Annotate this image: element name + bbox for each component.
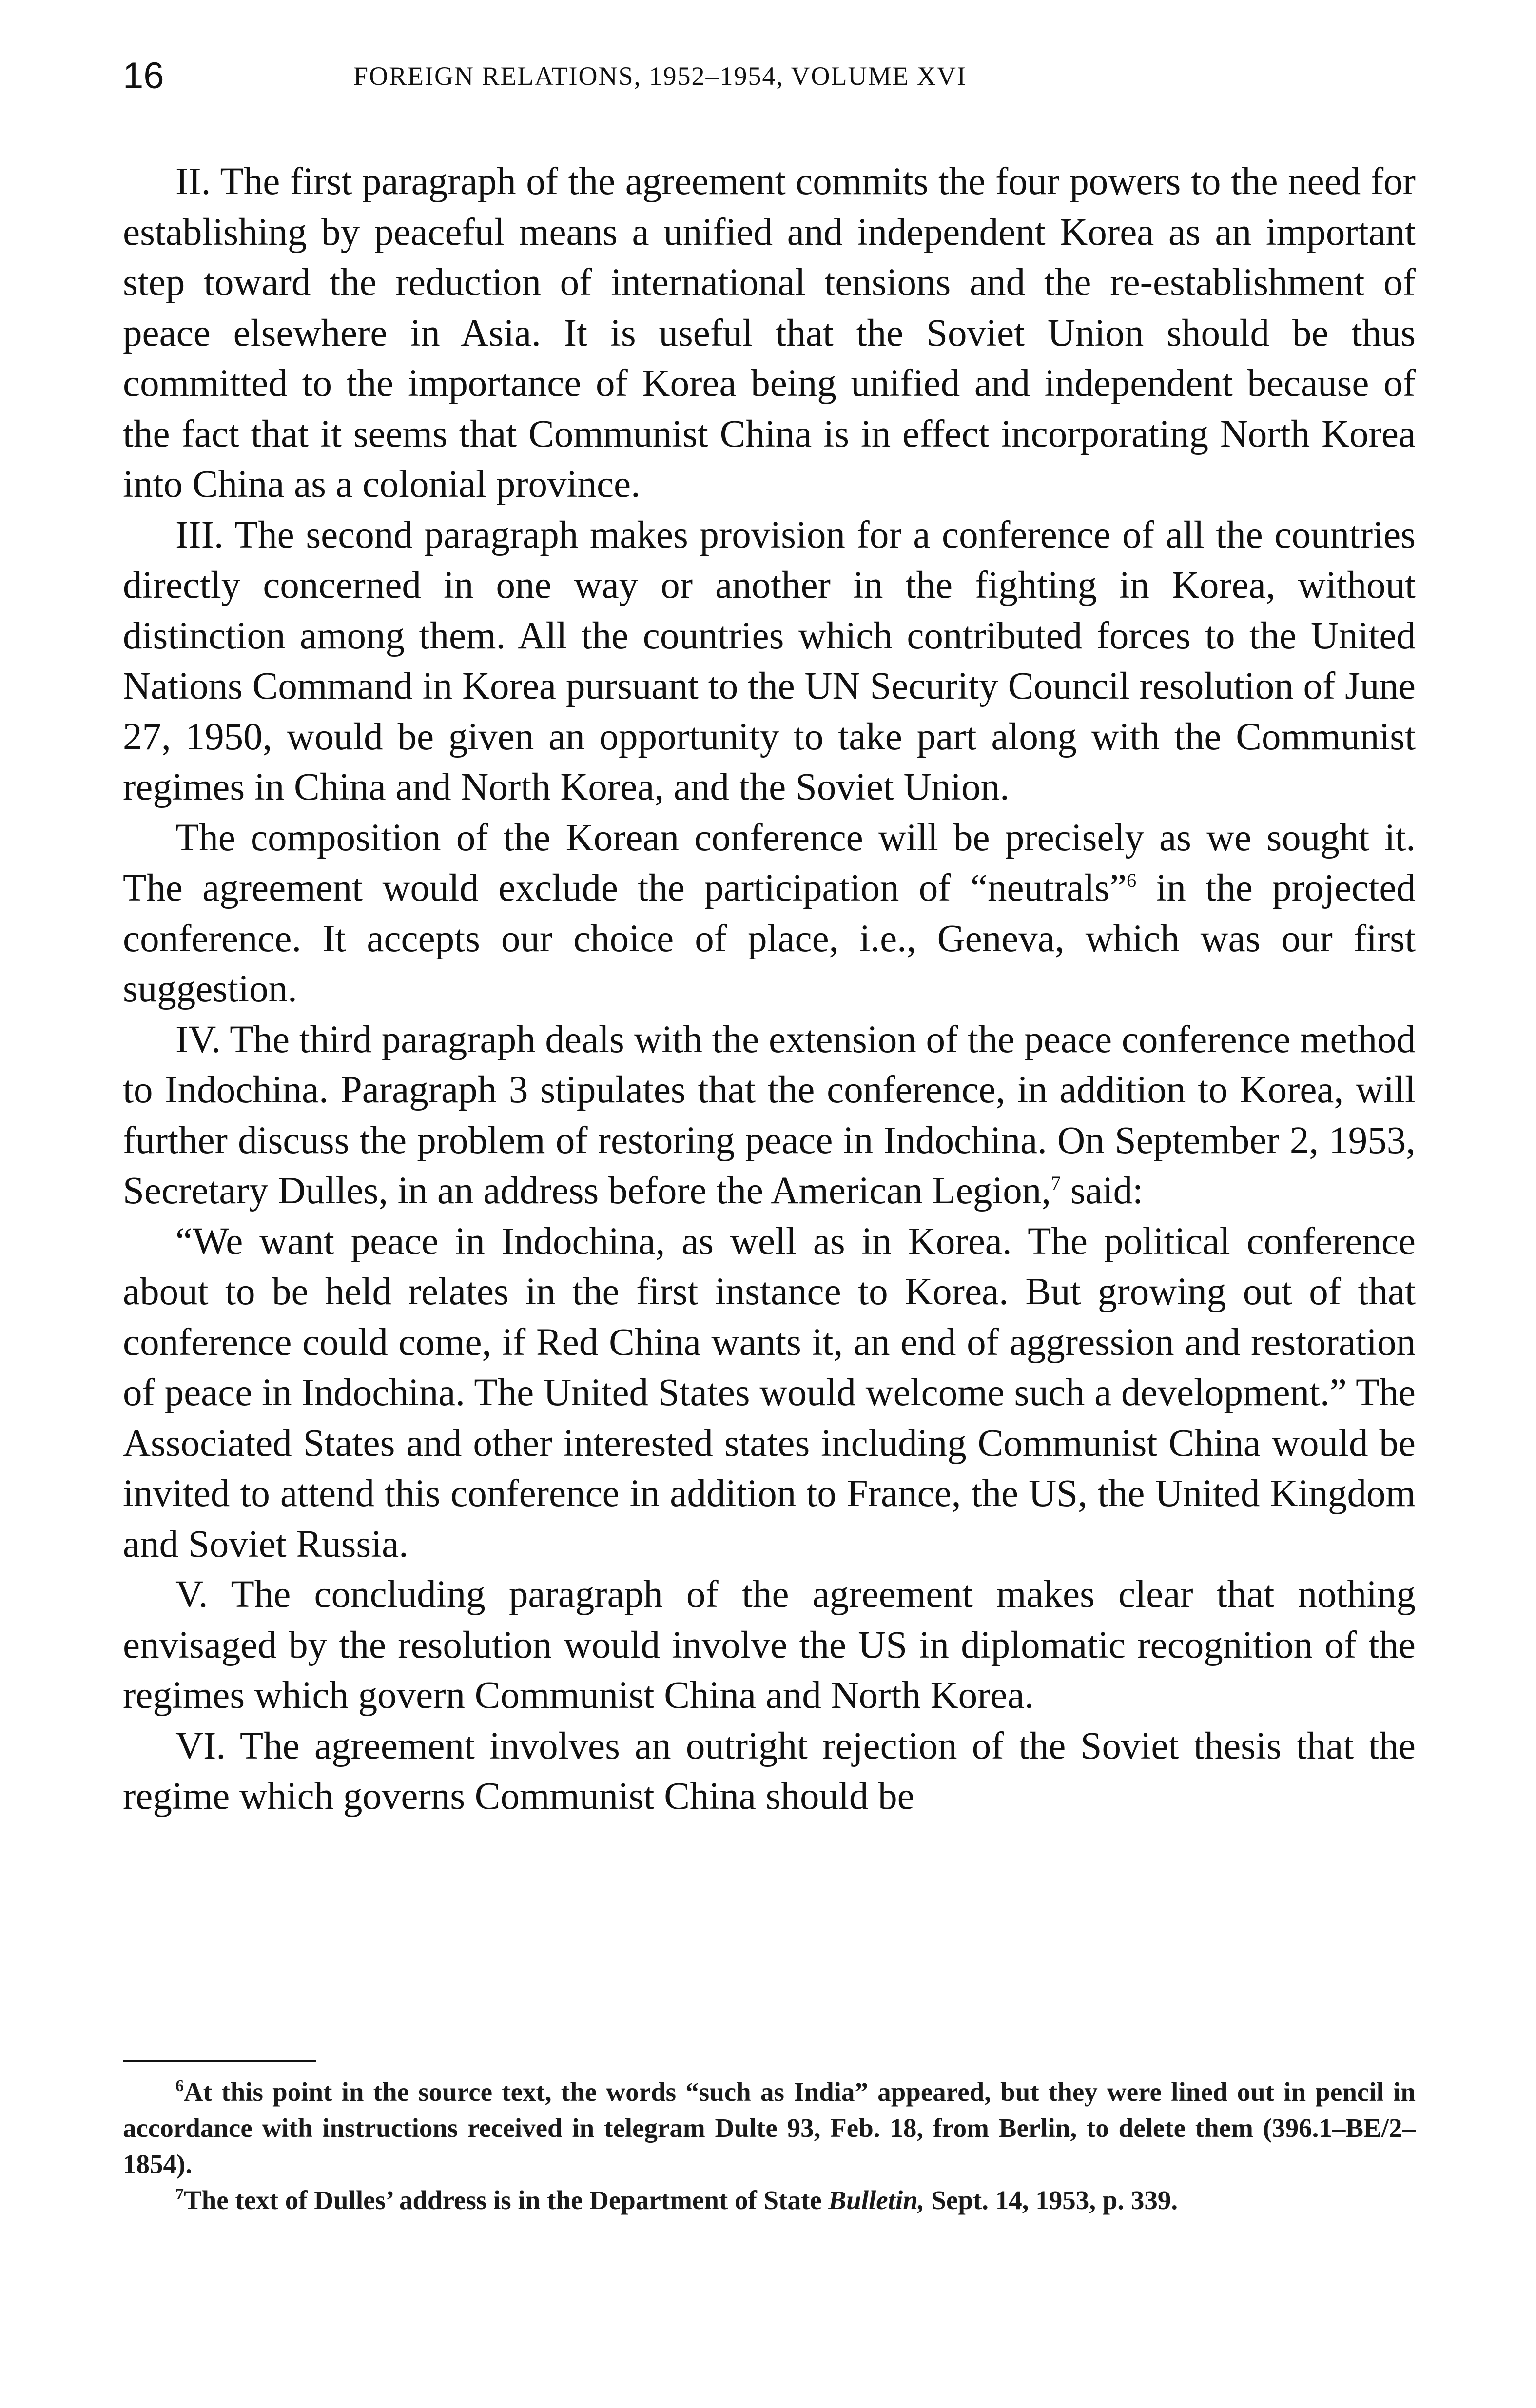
footnote-6 [123,2074,1416,2182]
paragraph-iv-text-a: IV. The third paragraph deals with the extension of the peace conference method to Indochina. Paragraph 3 stipulates that the conference, in addition to Korea, will further discuss the problem of restoring peace in Indochina. On September 2, 1953, Secretary Dulles, in an address before the American Legion, [123,1018,1416,1212]
footnote-ref-7: 7 [1051,1172,1061,1194]
paragraph-quote: “We want peace in Indochina, as well as in Korea. The political conference about to be held relates in the first instance to Korea. But growing out of that conference could come, if Red China wants it, an end of aggression and restoration of peace in Indochina. The United States would welcome such a development.” The Associated States and other interested states including Communist China would be invited to attend this conference in addition to France, the US, the United Kingdom and Soviet Russia. [123,1220,1416,1566]
footnote-6-text: At this point in the source text, the words “such as India” appeared, but they were lined out in pencil in accordance with instructions received in telegram Dulte 93, Feb. 18, from Berlin, to delete them (396.1–BE/2–1854). [123,2077,1416,2179]
running-head [123,47,1416,105]
page-number: 16 [123,55,164,97]
paragraph-composition-text-a: The composition of the Korean conference will be precisely as we sought it. The agreement would exclude the participation of “neutrals” [123,816,1416,909]
paragraph-ii: II. The first paragraph of the agreement commits the four powers to the need for establishing by peaceful means a unified and independent Korea as an important step toward the reduction of international tensions and the re-establishment of peace elsewhere in Asia. It is useful that the Soviet Union should be thus committed to the importance of Korea being unified and independent because of the fact that it seems that Communist China is in effect incorporating North Korea into China as a colonial province. [123,160,1416,506]
paragraph-iii: III. The second paragraph makes provision for a conference of all the countries directly concerned in one way or another in the fighting in Korea, without distinction among them. All the countries which contributed forces to the United Nations Command in Korea pursuant to the UN Security Council resolution of June 27, 1950, would be given an opportunity to take part along with the Communist regimes in China and North Korea, and the Soviet Union. [123,513,1416,808]
footnote-7-text-b: Sept. 14, 1953, p. 339. [924,2185,1178,2215]
paragraph-composition-text-b: in the projected conference. It accepts our choice of place, i.e., Geneva, which was our first suggestion. [123,867,1416,1010]
footnote-7-bulletin: Bulletin, [828,2185,925,2215]
footnote-7-marker: 7 [175,2185,184,2203]
running-title: FOREIGN RELATIONS, 1952–1954, VOLUME XVI [353,61,967,91]
paragraph-vi: VI. The agreement involves an outright rejection of the Soviet thesis that the regime which governs Communist China should be [123,1724,1416,1818]
body-text [123,157,1416,1822]
footnote-ref-6: 6 [1127,869,1137,891]
paragraph-v: V. The concluding paragraph of the agreement makes clear that nothing envisaged by the resolution would involve the US in diplomatic recognition of the regimes which govern Communist China and North Korea. [123,1573,1416,1717]
footnote-7 [123,2182,1416,2218]
footnote-6-marker: 6 [175,2077,184,2095]
document-page [123,47,1416,2215]
paragraph-composition [123,813,1416,1015]
footnote-7-text-a: The text of Dulles’ address is in the Department of State [184,2185,829,2215]
paragraph-iv [123,1015,1416,1216]
footnote-divider [123,2060,316,2062]
paragraph-iv-text-b: said: [1061,1170,1144,1212]
footnotes [123,2074,1416,2218]
